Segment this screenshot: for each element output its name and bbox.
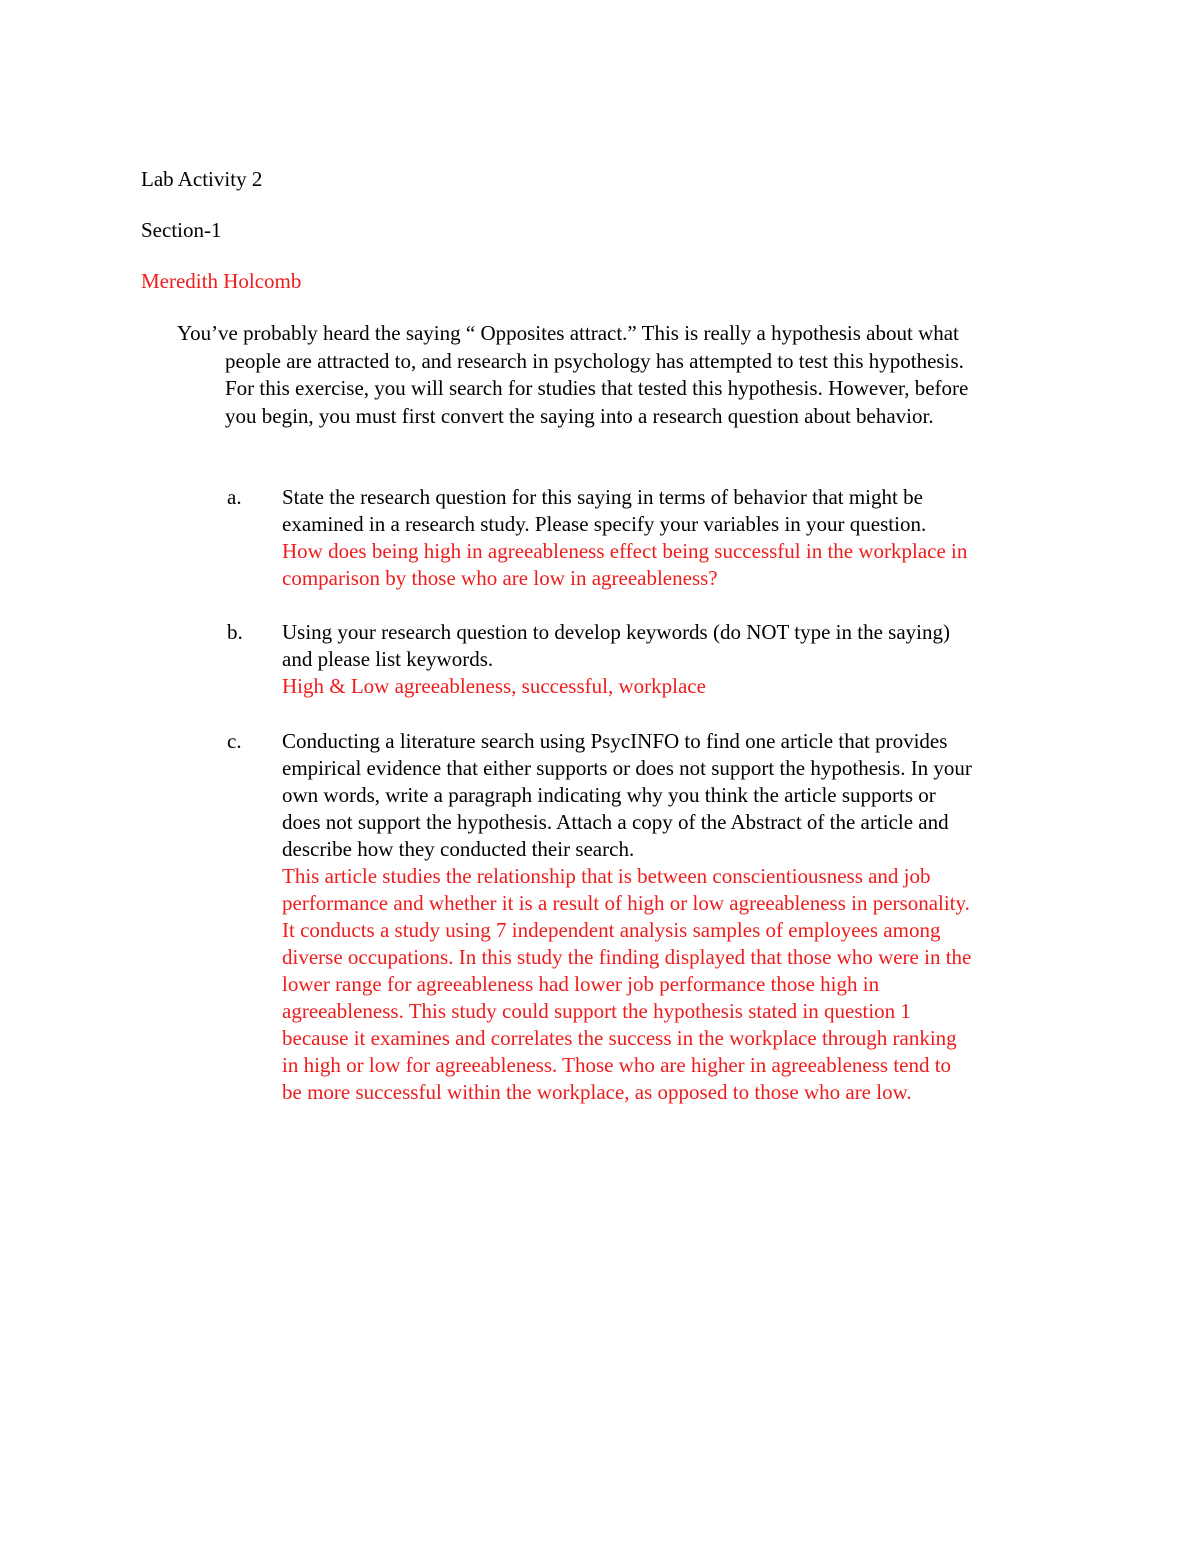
question-line: own words, write a paragraph indicating why you think the article supports or [282, 783, 936, 807]
list-marker: a. [227, 485, 242, 509]
answer-line: High & Low agreeableness, successful, workplace [282, 674, 706, 698]
intro-paragraph [177, 320, 1077, 430]
answer-line: comparison by those who are low in agreeableness? [282, 566, 718, 590]
section-label: Section-1 [141, 218, 222, 242]
answer-line: This article studies the relationship that is between conscientiousness and job [282, 864, 931, 888]
answer-line: How does being high in agreeableness effect being successful in the workplace in [282, 539, 968, 563]
list-item-body [282, 484, 1102, 592]
list-marker: b. [227, 620, 243, 644]
answer-line: performance and whether it is a result of high or low agreeableness in personality. [282, 891, 970, 915]
question-line: empirical evidence that either supports or does not support the hypothesis. In your [282, 756, 972, 780]
answer-line: It conducts a study using 7 independent analysis samples of employees among [282, 918, 941, 942]
intro-line: You’ve probably heard the saying “ Opposites attract.” This is really a hypothesis about what [177, 321, 959, 345]
answer-line: because it examines and correlates the success in the workplace through ranking [282, 1026, 957, 1050]
question-line: and please list keywords. [282, 647, 494, 671]
question-line: examined in a research study. Please specify your variables in your question. [282, 512, 927, 536]
author-name: Meredith Holcomb [141, 269, 302, 293]
intro-line: For this exercise, you will search for studies that tested this hypothesis. However, before [225, 376, 969, 400]
question-line: Conducting a literature search using PsycINFO to find one article that provides [282, 729, 948, 753]
intro-line: you begin, you must first convert the saying into a research question about behavior. [225, 403, 934, 428]
question-line: describe how they conducted their search. [282, 837, 635, 861]
question-line: does not support the hypothesis. Attach a copy of the Abstract of the article and [282, 810, 949, 834]
answer-line: agreeableness. This study could support the hypothesis stated in question 1 [282, 999, 911, 1023]
answer-line: be more successful within the workplace, as opposed to those who are low. [282, 1080, 912, 1104]
question-line: State the research question for this saying in terms of behavior that might be [282, 485, 923, 509]
answer-line: diverse occupations. In this study the finding displayed that those who were in the [282, 945, 972, 969]
document-title: Lab Activity 2 [141, 167, 263, 191]
list-marker: c. [227, 729, 242, 753]
answer-line: in high or low for agreeableness. Those who are higher in agreeableness tend to [282, 1053, 952, 1077]
answer-line: lower range for agreeableness had lower job performance those high in [282, 972, 880, 996]
question-line: Using your research question to develop keywords (do NOT type in the saying) [282, 620, 950, 644]
intro-line: people are attracted to, and research in psychology has attempted to test this hypothesis. [225, 348, 964, 373]
list-item-body [282, 619, 1102, 700]
list-item-body [282, 728, 1102, 1106]
